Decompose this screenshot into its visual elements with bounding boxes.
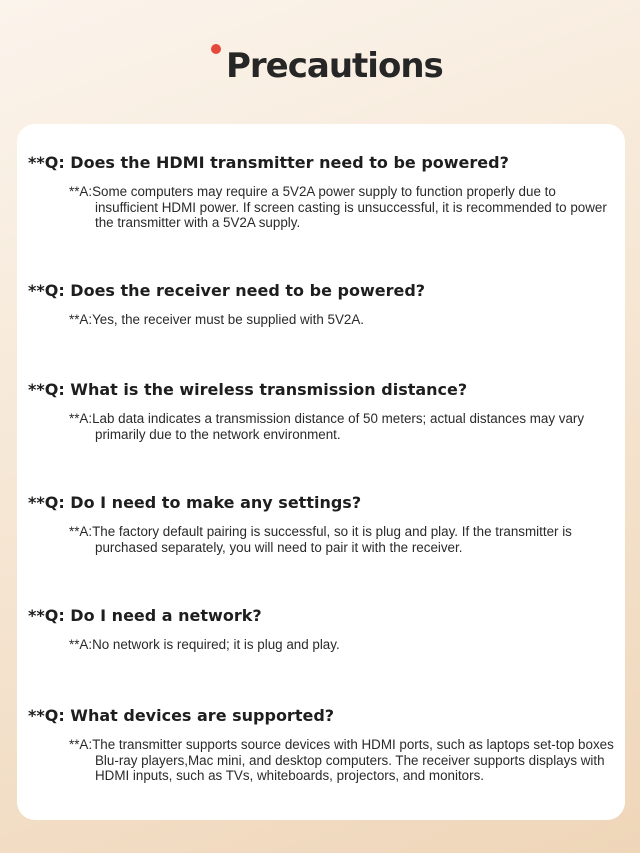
red-dot-icon bbox=[211, 44, 221, 54]
faq-answer: **A:Some computers may require a 5V2A power supply to function properly due to insufficient HDMI power. If screen casting is unsuccessful, it is recommended to power the transmitter with a 5V2A supply. bbox=[69, 184, 607, 231]
faq-question: **Q: Does the HDMI transmitter need to be powered? bbox=[28, 153, 509, 172]
faq-question: **Q: What is the wireless transmission distance? bbox=[28, 380, 468, 399]
faq-question: **Q: What devices are supported? bbox=[28, 706, 335, 725]
faq-answer: **A:The transmitter supports source devices with HDMI ports, such as laptops set-top boxes Blu-ray players,Mac mini, and desktop computers. The receiver supports displays with HDMI inputs, such as TVs, whiteboards, projectors, and monitors. bbox=[69, 737, 614, 784]
faq-answer: **A:No network is required; it is plug and play. bbox=[69, 637, 340, 652]
faq-question: **Q: Do I need a network? bbox=[28, 606, 262, 625]
faq-answer: **A:The factory default pairing is successful, so it is plug and play. If the transmitter is purchased separately, you will need to pair it with the receiver. bbox=[69, 524, 572, 555]
faq-question: **Q: Do I need to make any settings? bbox=[28, 493, 362, 512]
faq-question: **Q: Does the receiver need to be powered? bbox=[28, 281, 426, 300]
faq-answer: **A:Yes, the receiver must be supplied with 5V2A. bbox=[69, 312, 365, 327]
page-title: Precautions bbox=[226, 46, 443, 86]
faq-card bbox=[17, 124, 625, 820]
faq-answer: **A:Lab data indicates a transmission distance of 50 meters; actual distances may vary primarily due to the network environment. bbox=[69, 411, 585, 442]
page-header bbox=[0, 40, 640, 90]
